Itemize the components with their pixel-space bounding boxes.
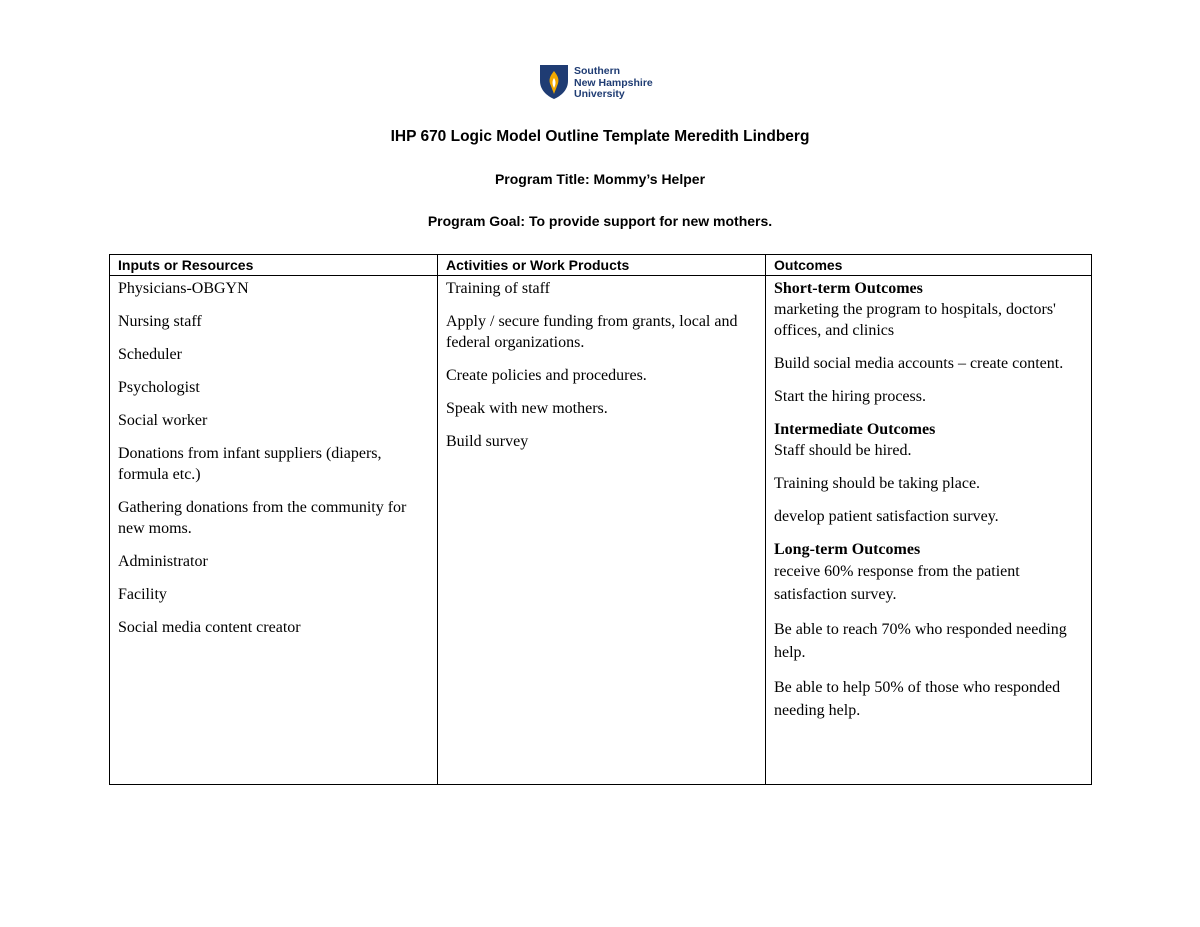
program-title: Program Title: Mommy’s Helper [494, 171, 706, 187]
shield-flame-icon [539, 64, 569, 100]
activity-item: Apply / secure funding from grants, local and federal organizations. [446, 313, 738, 351]
outcome-item: Be able to help 50% of those who responded needing help. [774, 679, 1061, 719]
activity-item: Training of staff [446, 280, 550, 297]
outcome-item: receive 60% response from the patient satisfaction survey. [774, 563, 1020, 603]
outcomes-cell [766, 276, 1092, 785]
input-item: Nursing staff [118, 313, 202, 330]
activity-item: Build survey [446, 433, 529, 450]
logo-wordmark [574, 66, 653, 101]
logo-line-2: New Hampshire [574, 76, 653, 89]
activity-item: Create policies and procedures. [446, 367, 647, 384]
program-goal: Program Goal: To provide support for new mothers. [427, 213, 773, 229]
column-header-inputs: Inputs or Resources [110, 255, 438, 276]
input-item: Donations from infant suppliers (diapers, formula etc.) [118, 445, 382, 483]
document-title: IHP 670 Logic Model Outline Template Meredith Lindberg [390, 128, 810, 145]
input-item: Facility [118, 586, 167, 603]
logic-model-table [109, 254, 1092, 785]
outcome-item: Build social media accounts – create content. [774, 355, 1064, 372]
inputs-cell [110, 276, 438, 785]
input-item: Administrator [118, 553, 208, 570]
activities-cell [438, 276, 766, 785]
long-term-outcomes-heading: Long-term Outcomes [774, 541, 921, 558]
intermediate-outcomes-heading: Intermediate Outcomes [774, 421, 936, 438]
outcome-item: develop patient satisfaction survey. [774, 508, 999, 525]
outcome-item: Training should be taking place. [774, 475, 981, 492]
input-item: Physicians-OBGYN [118, 280, 249, 297]
outcome-item: marketing the program to hospitals, doctors' offices, and clinics [774, 301, 1056, 339]
logo-line-1: Southern [574, 65, 621, 77]
input-item: Social media content creator [118, 619, 301, 636]
logo-line-3: University [574, 88, 625, 100]
input-item: Gathering donations from the community for new moms. [118, 499, 407, 537]
input-item: Social worker [118, 412, 208, 429]
university-logo [539, 64, 653, 101]
outcome-item: Staff should be hired. [774, 442, 912, 459]
outcome-item: Start the hiring process. [774, 388, 926, 405]
column-header-outcomes: Outcomes [766, 255, 1092, 276]
table-header-row [110, 255, 1092, 276]
input-item: Scheduler [118, 346, 182, 363]
short-term-outcomes-heading: Short-term Outcomes [774, 280, 923, 297]
table-row [110, 276, 1092, 785]
column-header-activities: Activities or Work Products [438, 255, 766, 276]
activity-item: Speak with new mothers. [446, 400, 608, 417]
input-item: Psychologist [118, 379, 200, 396]
outcome-item: Be able to reach 70% who responded needing help. [774, 621, 1067, 661]
